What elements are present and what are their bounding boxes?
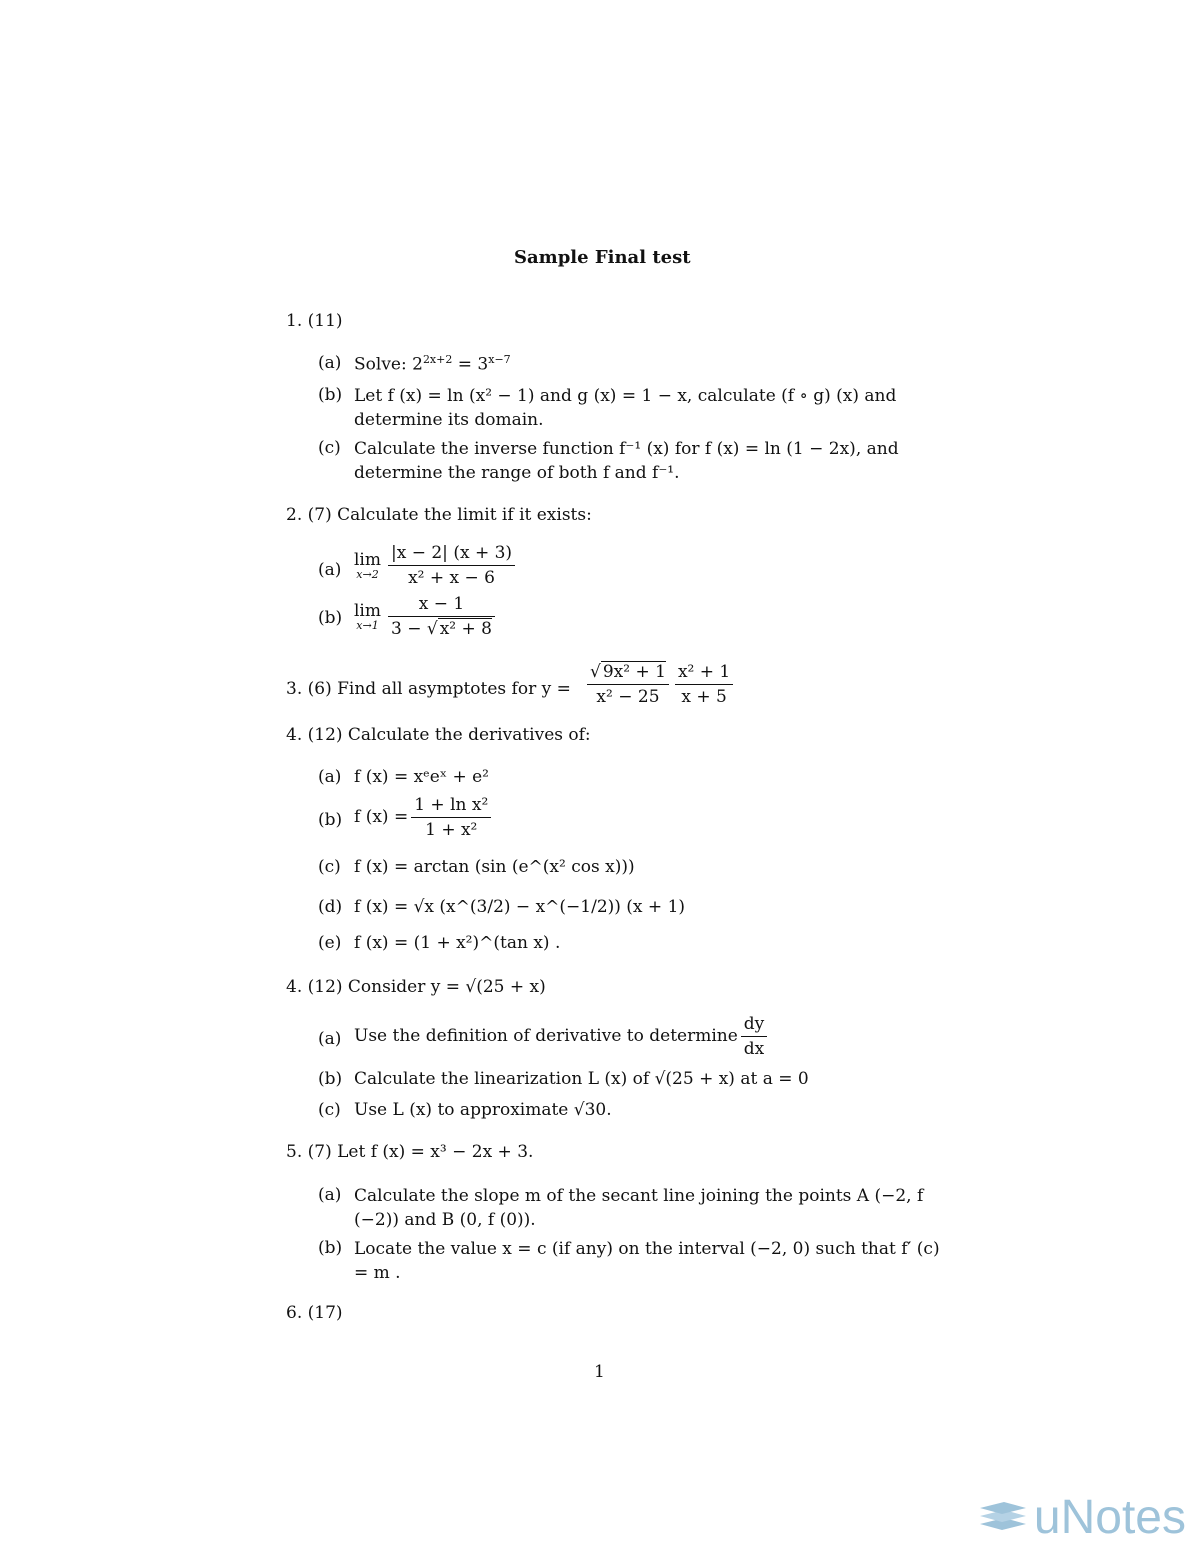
q1c-text: Calculate the inverse function f⁻¹ (x) for f (x) = ln (1 − 2x), and determine the range of both f and f⁻¹. — [354, 439, 899, 483]
q4d-label: (d) — [318, 897, 343, 917]
question-5-heading: 5. (7) Let f (x) = x³ − 2x + 3. — [286, 1142, 534, 1162]
q5a-text: Calculate the slope m of the secant line joining the points A (−2, f (−2)) and B (0, f (0)). — [354, 1186, 924, 1230]
page-title: Sample Final test — [514, 247, 691, 268]
q2a-label: (a) — [318, 560, 342, 580]
question-1-heading: 1. (11) — [286, 311, 343, 331]
q4b-b-label: (b) — [318, 1069, 343, 1089]
stack-icon — [978, 1498, 1028, 1538]
q5a-label: (a) — [318, 1185, 342, 1205]
unotes-logo — [978, 1490, 1186, 1545]
q1b-text: Let f (x) = ln (x² − 1) and g (x) = 1 − x, calculate (f ∘ g) (x) and determine its domain. — [354, 386, 897, 430]
q1a-exponent-2: x−7 — [488, 353, 511, 366]
page-number: 1 — [594, 1362, 605, 1382]
question-3-heading: 3. (6) Find all asymptotes for y = — [286, 679, 571, 699]
q4b-expression: f (x) = $\frac{\text{1 + ln x²}}{\text{1 + x²}}$ — [354, 795, 494, 840]
q5b-label: (b) — [318, 1238, 343, 1258]
q2b-expression: lim x→1 $\frac{x - 1}{\text{3 − √ x² + 8}}$ — [354, 594, 498, 639]
q4b-b-text: Calculate the linearization L (x) of √(25 + x) at a = 0 — [354, 1069, 809, 1089]
question-6-heading: 6. (17) — [286, 1303, 343, 1323]
q1a-label: (a) — [318, 353, 342, 373]
q1b-label: (b) — [318, 385, 343, 405]
q4b-a-text: Use the definition of derivative to determine $\frac{dy}{dx}$ — [354, 1014, 770, 1059]
q4e-text: f (x) = (1 + x²)^(tan x) . — [354, 933, 561, 953]
q1c-label: (c) — [318, 438, 341, 458]
q4a-label: (a) — [318, 767, 342, 787]
question-2-heading: 2. (7) Calculate the limit if it exists: — [286, 505, 592, 525]
q4b-a-label: (a) — [318, 1029, 342, 1049]
q4b-label: (b) — [318, 810, 343, 830]
q1a-exponent-1: 2x+2 — [422, 353, 453, 366]
q5b-text: Locate the value x = c (if any) on the interval (−2, 0) such that f′ (c) = m . — [354, 1239, 940, 1283]
q4c-text: f (x) = arctan (sin (e^(x² cos x))) — [354, 857, 635, 877]
q4d-text: f (x) = √x (x^(3/2) − x^(−1/2)) (x + 1) — [354, 897, 686, 917]
q4c-label: (c) — [318, 857, 341, 877]
q1a-text: Solve: $2^{2x+2} = 3^{x-7}$ — [354, 353, 511, 375]
q4b-c-text: Use L (x) to approximate √30. — [354, 1100, 612, 1120]
q4a-text: f (x) = xᵉeˣ + e² — [354, 767, 489, 787]
q4b-c-label: (c) — [318, 1100, 341, 1120]
q4e-label: (e) — [318, 933, 342, 953]
brand-text: uNotes — [1033, 1491, 1186, 1544]
q2a-expression: lim x→2 $\frac{|x - 2| (x + 3)}{\text{x² + x − 6}}$ — [354, 543, 518, 588]
question-4b-heading: 4. (12) Consider y = √(25 + x) — [286, 977, 546, 997]
q3-expression: $\frac{\text{√ 9x² + 1}}{\text{x² − 25}}$ $\frac{\text{x² + 1}}{x + 5}$ — [584, 662, 736, 707]
question-4-heading: 4. (12) Calculate the derivatives of: — [286, 725, 591, 745]
q2b-label: (b) — [318, 608, 343, 628]
